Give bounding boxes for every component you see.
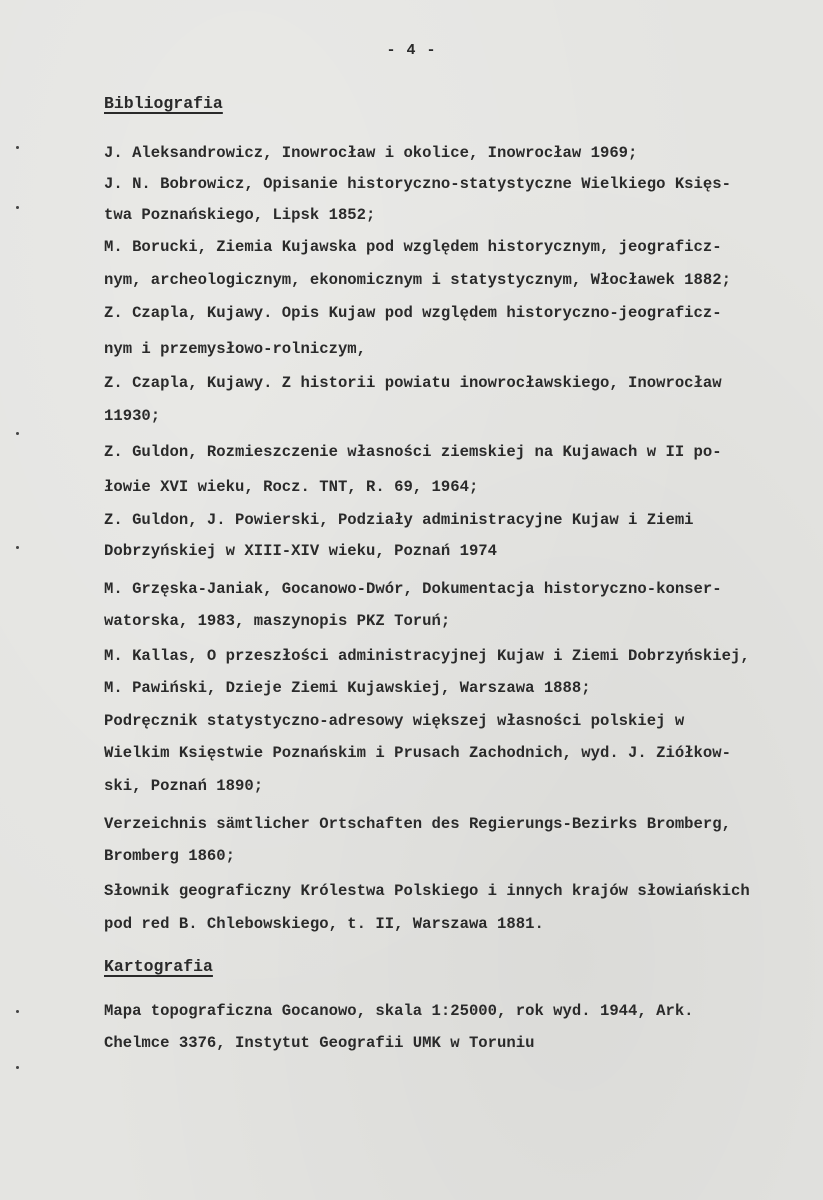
bibliography-line: twa Poznańskiego, Lipsk 1852; bbox=[104, 206, 376, 224]
bibliography-line: nym i przemysłowo-rolniczym, bbox=[104, 340, 367, 358]
margin-speck bbox=[16, 1066, 19, 1069]
bibliography-line: M. Kallas, O przeszłości administracyjnej Kujaw i Ziemi Dobrzyńskiej, bbox=[104, 647, 750, 665]
margin-speck bbox=[16, 206, 19, 209]
bibliography-line: ski, Poznań 1890; bbox=[104, 777, 264, 795]
bibliography-heading: Bibliografia bbox=[104, 94, 223, 113]
bibliography-line: 11930; bbox=[104, 407, 161, 425]
bibliography-line: Z. Czapla, Kujawy. Z historii powiatu inowrocławskiego, Inowrocław bbox=[104, 374, 722, 392]
bibliography-line: M. Pawiński, Dzieje Ziemi Kujawskiej, Warszawa 1888; bbox=[104, 679, 591, 697]
margin-speck bbox=[16, 432, 19, 435]
bibliography-line: pod red B. Chlebowskiego, t. II, Warszawa 1881. bbox=[104, 915, 544, 933]
bibliography-line: J. Aleksandrowicz, Inowrocław i okolice, Inowrocław 1969; bbox=[104, 144, 638, 162]
bibliography-line: J. N. Bobrowicz, Opisanie historyczno-statystyczne Wielkiego Księs- bbox=[104, 175, 731, 193]
bibliography-line: Słownik geograficzny Królestwa Polskiego i innych krajów słowiańskich bbox=[104, 882, 750, 900]
bibliography-line: M. Borucki, Ziemia Kujawska pod względem historycznym, jeograficz- bbox=[104, 238, 722, 256]
bibliography-line: Dobrzyńskiej w XIII-XIV wieku, Poznań 1974 bbox=[104, 542, 498, 560]
cartography-heading: Kartografia bbox=[104, 957, 213, 976]
bibliography-line: Z. Guldon, J. Powierski, Podziały administracyjne Kujaw i Ziemi bbox=[104, 511, 694, 529]
margin-speck bbox=[16, 1010, 19, 1013]
bibliography-line: Z. Czapla, Kujawy. Opis Kujaw pod względem historyczno-jeograficz- bbox=[104, 304, 722, 322]
bibliography-line: Wielkim Księstwie Poznańskim i Prusach Zachodnich, wyd. J. Ziółkow- bbox=[104, 744, 731, 762]
bibliography-line: watorska, 1983, maszynopis PKZ Toruń; bbox=[104, 612, 451, 630]
bibliography-line: nym, archeologicznym, ekonomicznym i statystycznym, Włocławek 1882; bbox=[104, 271, 731, 289]
bibliography-line: łowie XVI wieku, Rocz. TNT, R. 69, 1964; bbox=[104, 478, 479, 496]
cartography-line: Chelmce 3376, Instytut Geografii UMK w Toruniu bbox=[104, 1034, 535, 1052]
bibliography-line: M. Grzęska-Janiak, Gocanowo-Dwór, Dokumentacja historyczno-konser- bbox=[104, 580, 722, 598]
cartography-line: Mapa topograficzna Gocanowo, skala 1:25000, rok wyd. 1944, Ark. bbox=[104, 1002, 694, 1020]
page-number: - 4 - bbox=[386, 42, 437, 59]
bibliography-line: Podręcznik statystyczno-adresowy większej własności polskiej w bbox=[104, 712, 685, 730]
bibliography-line: Z. Guldon, Rozmieszczenie własności ziemskiej na Kujawach w II po- bbox=[104, 443, 722, 461]
bibliography-line: Verzeichnis sämtlicher Ortschaften des Regierungs-Bezirks Bromberg, bbox=[104, 815, 731, 833]
margin-speck bbox=[16, 146, 19, 149]
bibliography-line: Bromberg 1860; bbox=[104, 847, 236, 865]
margin-speck bbox=[16, 546, 19, 549]
